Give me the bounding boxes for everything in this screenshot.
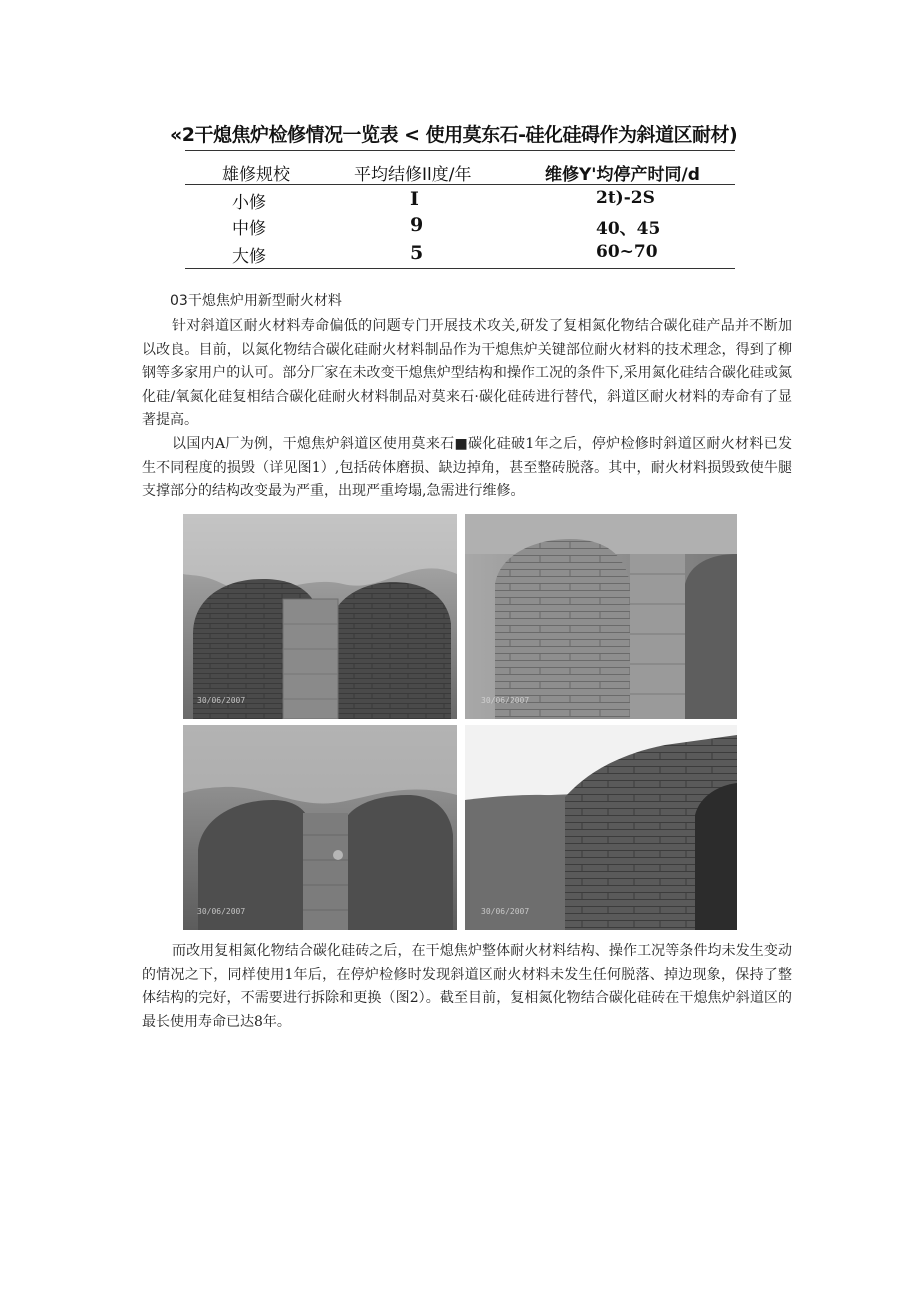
table-cell-downtime: 60~70 — [596, 242, 658, 262]
table-cell-type: 大修 — [232, 247, 266, 267]
table-top-rule — [185, 150, 735, 151]
table-cell-type: 中修 — [232, 219, 266, 239]
table-header-maintenance-type: 雄修规校 — [222, 165, 290, 185]
photo-date-stamp: 30/06/2007 — [197, 907, 246, 916]
table-bottom-rule — [185, 268, 735, 269]
table-header-rule — [185, 184, 735, 185]
table-cell-type: 小修 — [232, 193, 266, 213]
paragraph-2: 以国内A厂为例，干熄焦炉斜道区使用莫来石■碳化硅破1年之后，停炉检修时斜道区耐火材料已发生不同程度的损毁（详见图1）,包括砖体磨损、缺边掉角，甚至整砖脱落。其中，耐火材料损毁致使牛腿支撑部分的结构改变最为严重，出现严重垮塌,急需进行维修。 — [142, 436, 792, 499]
table-cell-interval: 5 — [410, 242, 424, 264]
table-header-average-interval: 平均结修Il度/年 — [354, 165, 472, 185]
figure-1-photo-grid — [183, 514, 737, 930]
photo-damaged-arch-3 — [183, 725, 457, 930]
paragraph-1: 针对斜道区耐火材料寿命偏低的问题专门开展技术攻关,研发了复相氮化物结合碳化硅产品并不断加以改良。目前，以氮化物结合碳化硅耐火材料制品作为干熄焦炉关键部位耐火材料的技术理念，得到了柳钢等多家用户的认可。部分厂家在未改变干熄焦炉型结构和操作工况的条件下,采用氮化硅结合碳化硅或氮化硅/氧氮化硅复相结合碳化硅耐火材料制品对莫来石·碳化硅砖进行替代，斜道区耐火材料的寿命有了显著提高。 — [142, 318, 792, 428]
table-header-downtime: 维修Y'均停产时同/d — [545, 165, 700, 185]
photo-date-stamp: 30/06/2007 — [197, 696, 246, 705]
table-cell-interval: I — [410, 188, 419, 210]
photo-damaged-arch-4 — [465, 725, 737, 930]
table-cell-downtime: 2t)-2S — [596, 188, 655, 208]
section-heading: 03干熄焦炉用新型耐火材料 — [170, 293, 342, 309]
paragraph-3: 而改用复相氮化物结合碳化硅砖之后，在干熄焦炉整体耐火材料结构、操作工况等条件均未发生变动的情况之下，同样使用1年后，在停炉检修时发现斜道区耐火材料未发生任何脱落、掉边现象，保持了整体结构的完好，不需要进行拆除和更换（图2）。截至目前，复相氮化物结合碳化硅砖在干熄焦炉斜道区的最长使用寿命已达8年。 — [142, 943, 792, 1030]
photo-date-stamp: 30/06/2007 — [481, 907, 530, 916]
table-cell-interval: 9 — [410, 214, 424, 236]
photo-damaged-arch-2 — [465, 514, 737, 719]
photo-date-stamp: 30/06/2007 — [481, 696, 530, 705]
photo-damaged-arch-1 — [183, 514, 457, 719]
table-cell-downtime: 40、45 — [596, 219, 661, 239]
table-title: «2干熄焦炉检修情况一览表 < 使用莫东石-硅化硅碍作为斜道区耐材) — [170, 124, 738, 146]
